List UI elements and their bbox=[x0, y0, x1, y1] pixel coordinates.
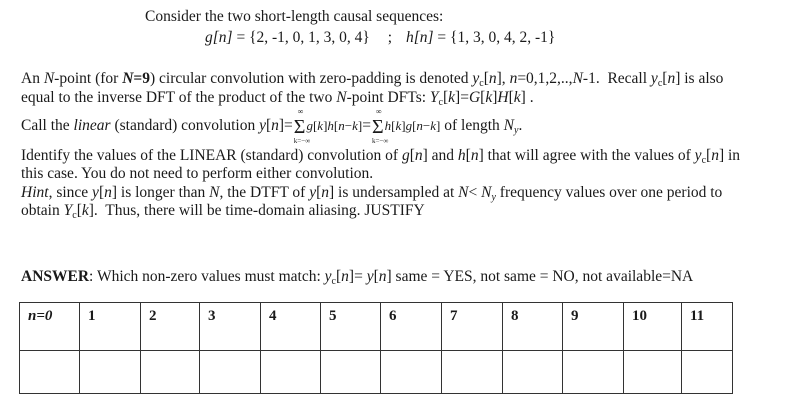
answer-cell[interactable] bbox=[682, 351, 733, 394]
answer-cell[interactable] bbox=[381, 351, 442, 394]
intro-text: Consider the two short-length causal sequences: bbox=[145, 8, 444, 25]
answer-cell[interactable] bbox=[200, 351, 261, 394]
answer-cell[interactable] bbox=[261, 351, 321, 394]
sum-lower-2: k=−∞ bbox=[371, 137, 389, 145]
header-cell: 7 bbox=[442, 303, 503, 351]
answer-cell[interactable] bbox=[563, 351, 624, 394]
para3-line1: Identify the values of the LINEAR (standard) convolution of g[n] and h[n] that will agree with the values of $y_c[n]$ in bbox=[21, 147, 741, 166]
sum-symbol-2: ∞ Σ k=−∞ bbox=[371, 107, 389, 145]
header-cell: 11 bbox=[682, 303, 733, 351]
g-values: = {2, -1, 0, 1, 3, 0, 4} bbox=[236, 29, 370, 46]
sum-symbol-1: ∞ Σ k=−∞ bbox=[293, 107, 311, 145]
header-cell: 10 bbox=[624, 303, 682, 351]
header-cell: 6 bbox=[381, 303, 442, 351]
para2-formula: Call the linear (standard) convolution y[n]= ∞ Σ k=−∞ g[k]h[n−k]= ∞ Σ k=−∞ h[k]g[n−k] of length $N_y$. bbox=[21, 107, 523, 145]
sequences-line bbox=[205, 29, 555, 47]
answer-label: ANSWER bbox=[21, 268, 90, 285]
header-cell: 9 bbox=[563, 303, 624, 351]
answer-cell[interactable] bbox=[141, 351, 200, 394]
header-cell: 4 bbox=[261, 303, 321, 351]
header-cell: 2 bbox=[141, 303, 200, 351]
para3-line2: this case. You do not need to perform either convolution. bbox=[21, 165, 374, 182]
answer-cell[interactable] bbox=[624, 351, 682, 394]
answer-table bbox=[19, 302, 733, 394]
table-answer-row bbox=[20, 351, 733, 394]
header-cell: 8 bbox=[503, 303, 563, 351]
answer-cell[interactable] bbox=[20, 351, 80, 394]
para1-line1: An N-point (for N=9) circular convolution with zero-padding is denoted $y_c[n]$, n=0,1,2,..,N-1. Recall $y_c[n]$ is also bbox=[21, 70, 724, 89]
answer-cell[interactable] bbox=[321, 351, 381, 394]
sum-upper-2: ∞ bbox=[375, 107, 382, 116]
answer-cell[interactable] bbox=[442, 351, 503, 394]
sum-upper-1: ∞ bbox=[297, 107, 304, 116]
para4-line2: obtain $Y_c[k]$. Thus, there will be time-domain aliasing. JUSTIFY bbox=[21, 202, 425, 221]
answer-prompt: ANSWER: Which non-zero values must match: $y_c[n]= y[n]$ same = YES, not same = NO, not available=NA bbox=[21, 268, 694, 287]
h-values: = {1, 3, 0, 4, 2, -1} bbox=[437, 29, 556, 46]
h-label: h[n] bbox=[405, 29, 434, 46]
header-cell: 3 bbox=[200, 303, 261, 351]
para1-line2: equal to the inverse DFT of the product of the two N-point DFTs: $Y_c[k]=G[k]H[k]$ . bbox=[21, 89, 534, 108]
answer-cell[interactable] bbox=[80, 351, 141, 394]
sum-lower-1: k=−∞ bbox=[293, 137, 311, 145]
header-cell: 1 bbox=[80, 303, 141, 351]
para4-line1: Hint, since y[n] is longer than N, the DTFT of y[n] is undersampled at $N< N_y$ frequency values over one period to bbox=[21, 184, 723, 203]
table-header-row bbox=[20, 303, 733, 351]
header-cell: n=0 bbox=[20, 303, 80, 351]
header-cell: 5 bbox=[321, 303, 381, 351]
g-label: g[n] bbox=[205, 29, 233, 46]
separator: ; bbox=[387, 29, 393, 46]
answer-cell[interactable] bbox=[503, 351, 563, 394]
